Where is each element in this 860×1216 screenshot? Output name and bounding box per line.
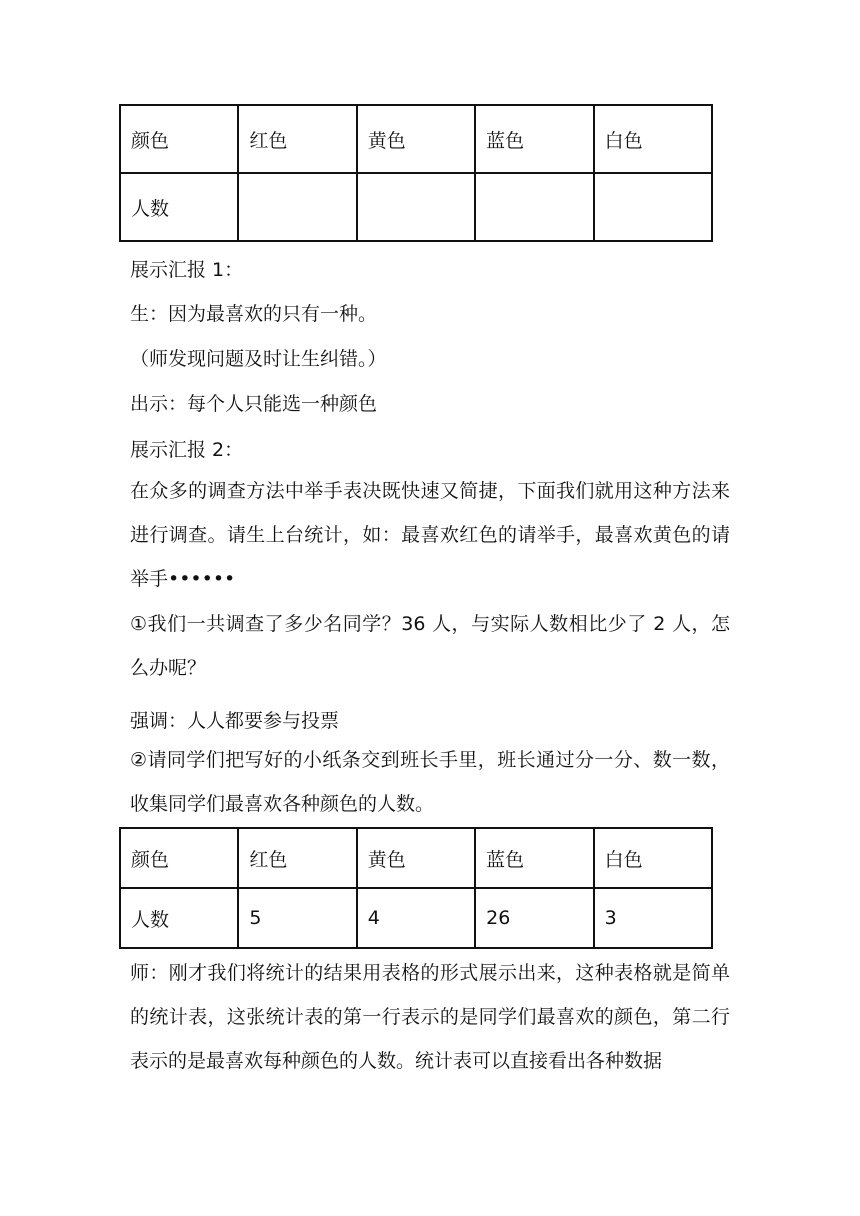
table-cell bbox=[594, 173, 712, 241]
table-cell: 黄色 bbox=[357, 105, 475, 173]
paragraph: ①我们一共调查了多少名同学？36 人，与实际人数相比少了 2 人，怎么办呢？ bbox=[130, 613, 730, 679]
paragraph: 展示汇报 1： bbox=[130, 259, 244, 281]
table-row bbox=[120, 173, 712, 241]
table-header-row bbox=[120, 828, 712, 888]
table-cell: 颜色 bbox=[120, 828, 238, 888]
paragraph: 在众多的调查方法中举手表决既快速又简捷，下面我们就用这种方法来进行调查。请生上台统计，如：最喜欢红色的请举手，最喜欢黄色的请举手•••••• bbox=[130, 480, 730, 590]
table-cell: 颜色 bbox=[120, 105, 238, 173]
table-cell: 蓝色 bbox=[475, 828, 593, 888]
table-cell: 3 bbox=[594, 888, 712, 948]
color-survey-table-filled bbox=[119, 827, 713, 949]
paragraph: ②请同学们把写好的小纸条交到班长手里，班长通过分一分、数一数，收集同学们最喜欢各种颜色的人数。 bbox=[130, 749, 730, 815]
paragraph: 展示汇报 2： bbox=[130, 439, 244, 461]
table-cell: 26 bbox=[475, 888, 593, 948]
table-cell: 红色 bbox=[238, 105, 356, 173]
table-cell: 人数 bbox=[120, 173, 238, 241]
table-cell: 4 bbox=[357, 888, 475, 948]
table-cell: 蓝色 bbox=[475, 105, 593, 173]
table-cell bbox=[238, 173, 356, 241]
paragraph: （师发现问题及时让生纠错。） bbox=[130, 348, 387, 370]
table-cell: 白色 bbox=[594, 828, 712, 888]
paragraph: 生：因为最喜欢的只有一种。 bbox=[130, 303, 378, 325]
paragraph: 出示：每个人只能选一种颜色 bbox=[130, 393, 378, 415]
table-cell: 红色 bbox=[238, 828, 356, 888]
table-row bbox=[120, 888, 712, 948]
table-header-row bbox=[120, 105, 712, 173]
color-survey-table-empty bbox=[119, 104, 713, 242]
table-cell: 白色 bbox=[594, 105, 712, 173]
table-cell: 黄色 bbox=[357, 828, 475, 888]
table-cell bbox=[357, 173, 475, 241]
table-cell bbox=[475, 173, 593, 241]
paragraph: 强调：人人都要参与投票 bbox=[130, 710, 340, 732]
table-cell: 人数 bbox=[120, 888, 238, 948]
paragraph: 师：刚才我们将统计的结果用表格的形式展示出来，这种表格就是简单的统计表，这张统计表的第一行表示的是同学们最喜欢的颜色，第二行表示的是最喜欢每种颜色的人数。统计表可以直接看出各种数据 bbox=[130, 962, 730, 1072]
table-cell: 5 bbox=[238, 888, 356, 948]
